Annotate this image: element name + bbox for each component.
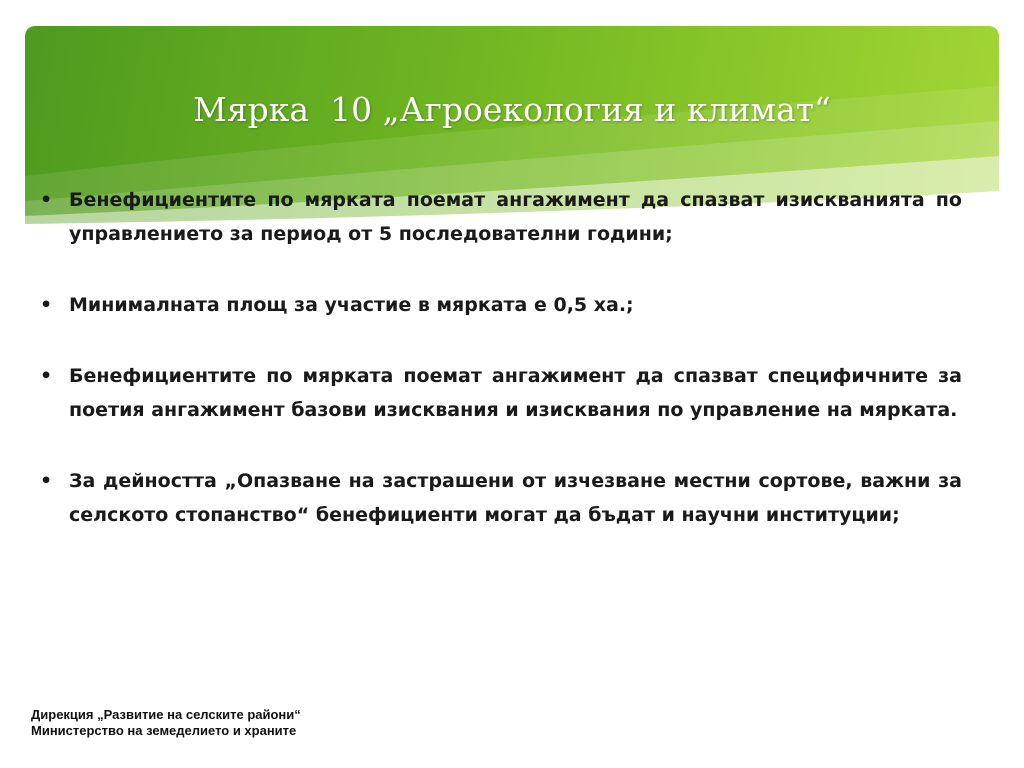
bullet-item (40, 288, 962, 322)
bullet-text: Бенефициентите по мярката поемат ангажимент да спазват специфичните за поетия ангажимент базови изисквания и изисквания по управление на мярката. (69, 365, 962, 421)
footer-credits (31, 707, 301, 739)
footer-directorate: Дирекция „Развитие на селските райони“ (31, 707, 301, 722)
bullet-item (40, 464, 962, 532)
bullet-dot: • (40, 470, 53, 492)
bullet-item (40, 359, 962, 427)
bullet-text: За дейността „Опазване на застрашени от изчезване местни сортове, важни за селското стопанство“ бенефициенти могат да бъдат и научни институции; (69, 470, 962, 526)
bullet-item (40, 183, 962, 251)
bullet-dot: • (40, 365, 53, 387)
bullet-dot: • (40, 294, 53, 316)
footer-ministry: Министерство на земеделието и храните (31, 723, 297, 738)
bullet-list (40, 183, 962, 569)
slide-title: Мярка 10 „Агроекология и климат“ (193, 90, 831, 129)
bullet-dot: • (40, 189, 53, 211)
bullet-text: Бенефициентите по мярката поемат ангажимент да спазват изискванията по управлението за период от 5 последователни години; (69, 189, 962, 245)
bullet-text: Минималната площ за участие в мярката е 0,5 ха.; (69, 294, 634, 316)
